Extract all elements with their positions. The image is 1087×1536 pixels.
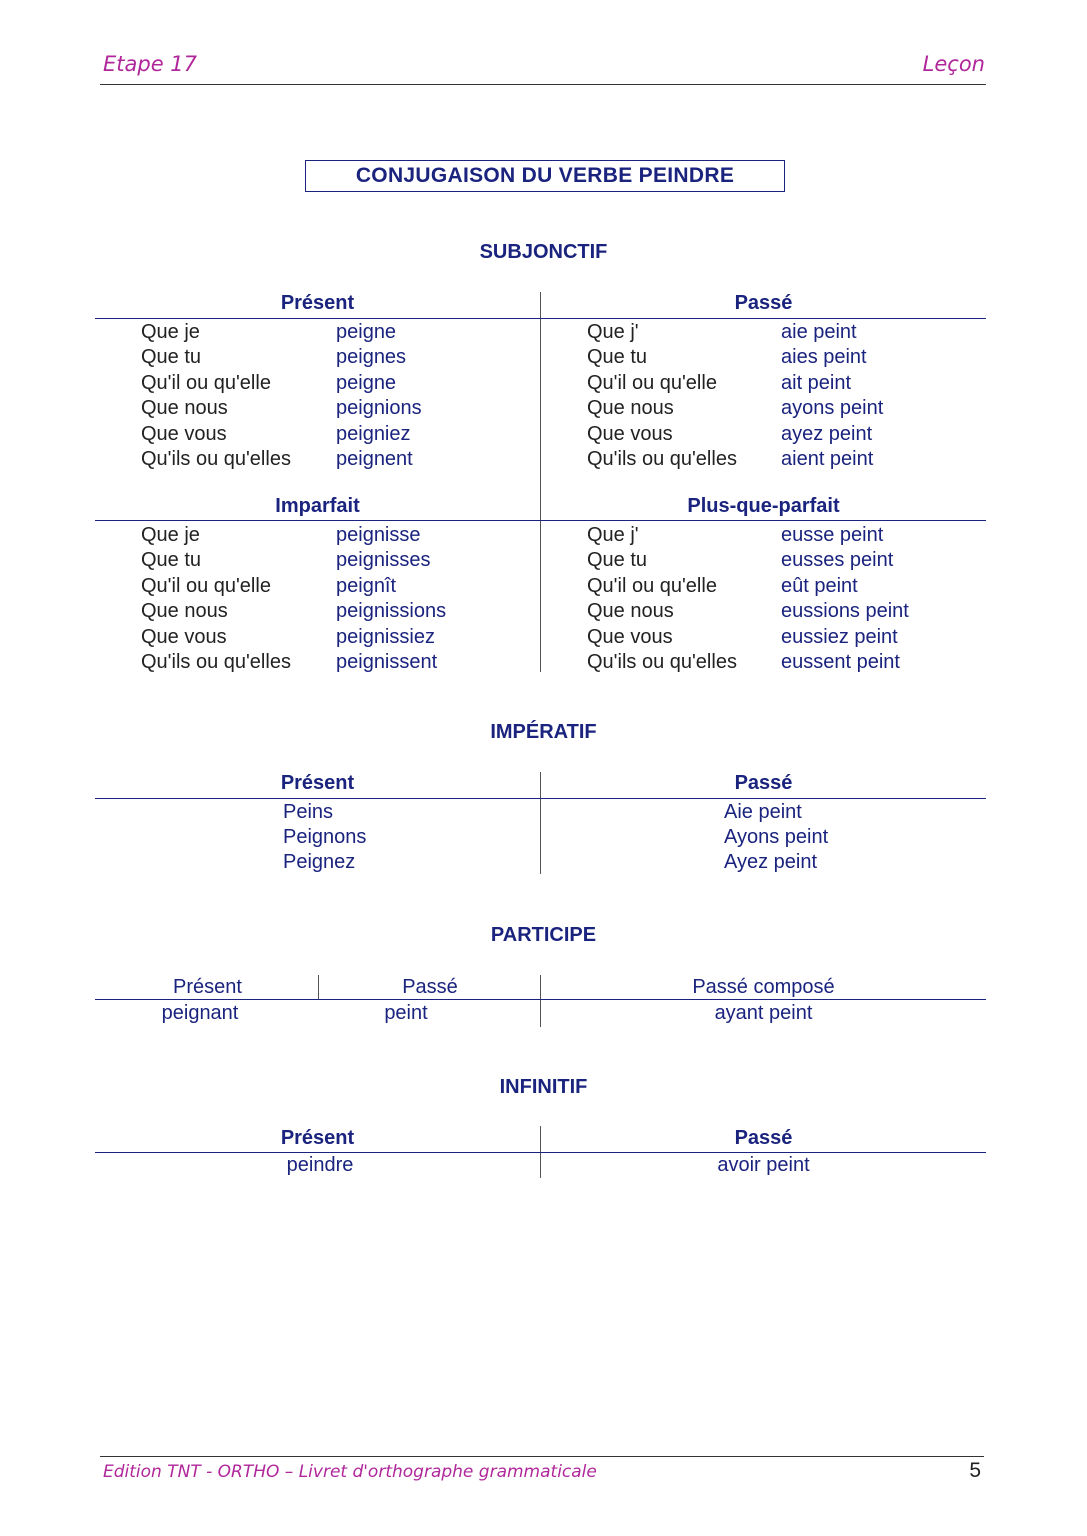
infinitif-table	[95, 1125, 986, 1181]
pronoun: Qu'il ou qu'elle	[587, 371, 717, 394]
heading-underline	[95, 520, 986, 521]
heading-part-passe: Passé	[402, 976, 458, 998]
header-step: Etape 17	[103, 52, 198, 76]
conjugation-row	[141, 548, 531, 573]
verb-form: eussions peint	[781, 600, 909, 623]
pronoun: Qu'ils ou qu'elles	[141, 447, 291, 470]
verb-form: peigne	[336, 371, 397, 394]
section-title-subjonctif: SUBJONCTIF	[479, 241, 608, 263]
conjugation-row	[587, 574, 977, 599]
section-title-infinitif: INFINITIF	[499, 1076, 588, 1098]
heading-imp-passe: Passé	[734, 772, 793, 794]
footer-divider	[100, 1456, 984, 1457]
footer-text: Edition TNT - ORTHO – Livret d'orthographe grammaticale	[103, 1462, 597, 1482]
pronoun: Que tu	[587, 346, 648, 369]
verb-form: eussent peint	[781, 650, 900, 673]
verb-form: peigniez	[336, 422, 411, 445]
verb-form: peignisse	[336, 524, 421, 546]
heading-underline	[95, 999, 986, 1000]
heading-inf-present: Présent	[280, 1127, 355, 1149]
page-number: 5	[969, 1459, 981, 1482]
verb-form: aient peint	[781, 447, 874, 470]
participe-passe-compose-value: ayant peint	[714, 1002, 813, 1024]
verb-form: peignissiez	[336, 625, 435, 648]
imperative-form: Aie peint	[724, 801, 802, 823]
conjugation-row	[141, 396, 531, 421]
verb-form: peignions	[336, 397, 422, 420]
verb-form: peignes	[336, 346, 407, 369]
heading-underline	[95, 798, 986, 799]
verb-form: eusse peint	[781, 524, 884, 546]
heading-subj-imparfait: Imparfait	[275, 495, 360, 517]
section-title-participe: PARTICIPE	[490, 924, 597, 946]
participe-present-value: peignant	[161, 1002, 239, 1024]
imperative-form: Ayons peint	[724, 826, 829, 848]
verb-form: eussiez peint	[781, 625, 898, 648]
conjugation-row	[587, 523, 977, 548]
conjugation-row	[141, 574, 531, 599]
imperative-form: Peins	[283, 801, 334, 823]
subj-passe-list	[587, 320, 977, 472]
conjugation-row	[587, 371, 977, 396]
heading-imp-present: Présent	[280, 772, 355, 794]
conjugation-row	[141, 422, 531, 447]
conjugation-row	[141, 523, 531, 548]
column-divider	[540, 292, 541, 672]
pronoun: Que tu	[141, 549, 202, 572]
participe-passe-value: peint	[384, 1002, 428, 1024]
heading-underline	[95, 1152, 986, 1153]
conjugation-row	[587, 422, 977, 447]
pronoun: Que nous	[587, 600, 674, 623]
conjugation-row	[587, 650, 977, 675]
pronoun: Que je	[141, 321, 200, 343]
verb-form: peignissent	[336, 650, 438, 673]
header-lesson: Leçon	[922, 52, 985, 76]
verb-form: peignissions	[336, 600, 447, 623]
verb-form: aies peint	[781, 346, 867, 369]
pronoun: Que tu	[587, 549, 648, 572]
conjugation-row	[587, 396, 977, 421]
verb-form: peignent	[336, 447, 413, 470]
heading-subj-present: Présent	[280, 292, 355, 314]
pronoun: Qu'ils ou qu'elles	[587, 650, 737, 673]
infinitif-present-value: peindre	[286, 1154, 354, 1176]
heading-underline	[95, 318, 986, 319]
conjugation-row	[587, 320, 977, 345]
heading-part-present: Présent	[173, 976, 242, 998]
pronoun: Que nous	[141, 397, 228, 420]
conjugation-row	[587, 447, 977, 472]
conjugation-row	[141, 371, 531, 396]
pronoun: Que vous	[141, 422, 227, 445]
verb-form: eût peint	[781, 574, 858, 597]
infinitif-passe-value: avoir peint	[717, 1154, 810, 1176]
conjugation-row	[141, 625, 531, 650]
verb-form: peignisses	[336, 549, 431, 572]
conjugation-row	[587, 599, 977, 624]
conjugation-row	[141, 599, 531, 624]
conjugation-row	[587, 345, 977, 370]
imp-passe-list	[724, 800, 828, 875]
pronoun: Que tu	[141, 346, 202, 369]
subj-present-list	[141, 320, 531, 472]
pronoun: Qu'il ou qu'elle	[141, 574, 271, 597]
subj-imparfait-list	[141, 523, 531, 675]
pronoun: Que j'	[587, 321, 639, 343]
section-title-imperatif: IMPÉRATIF	[490, 721, 597, 743]
verb-form: peignît	[336, 574, 397, 597]
pronoun: Qu'il ou qu'elle	[141, 371, 271, 394]
conjugation-row	[141, 447, 531, 472]
subjonctif-table	[95, 290, 986, 675]
heading-subj-plusqueparfait: Plus-que-parfait	[687, 495, 840, 517]
conjugation-row	[141, 345, 531, 370]
pronoun: Que nous	[141, 600, 228, 623]
verb-form: ayez peint	[781, 422, 873, 445]
heading-subj-passe: Passé	[734, 292, 793, 314]
pronoun: Que je	[141, 524, 200, 546]
imperative-form: Peignez	[283, 851, 356, 873]
header-divider	[100, 84, 986, 85]
imperative-form: Ayez peint	[724, 851, 818, 873]
verb-form: aie peint	[781, 321, 857, 343]
pronoun: Que vous	[587, 625, 673, 648]
subj-plusqueparfait-list	[587, 523, 977, 675]
conjugation-row	[587, 625, 977, 650]
pronoun: Qu'ils ou qu'elles	[141, 650, 291, 673]
imp-present-list	[283, 800, 366, 875]
pronoun: Qu'il ou qu'elle	[587, 574, 717, 597]
participe-table	[95, 974, 986, 1029]
verb-form: eusses peint	[781, 549, 894, 572]
verb-form: ait peint	[781, 371, 852, 394]
page-title: CONJUGAISON DU VERBE PEINDRE	[305, 160, 785, 192]
pronoun: Que vous	[141, 625, 227, 648]
imperative-form: Peignons	[283, 826, 367, 848]
imperatif-table	[95, 770, 986, 876]
pronoun: Qu'ils ou qu'elles	[587, 447, 737, 470]
pronoun: Que vous	[587, 422, 673, 445]
verb-form: ayons peint	[781, 397, 884, 420]
heading-part-passe-compose: Passé composé	[692, 976, 835, 998]
conjugation-row	[141, 650, 531, 675]
verb-form: peigne	[336, 321, 397, 343]
heading-inf-passe: Passé	[734, 1127, 793, 1149]
pronoun: Que j'	[587, 524, 639, 546]
pronoun: Que nous	[587, 397, 674, 420]
conjugation-row	[587, 548, 977, 573]
conjugation-row	[141, 320, 531, 345]
